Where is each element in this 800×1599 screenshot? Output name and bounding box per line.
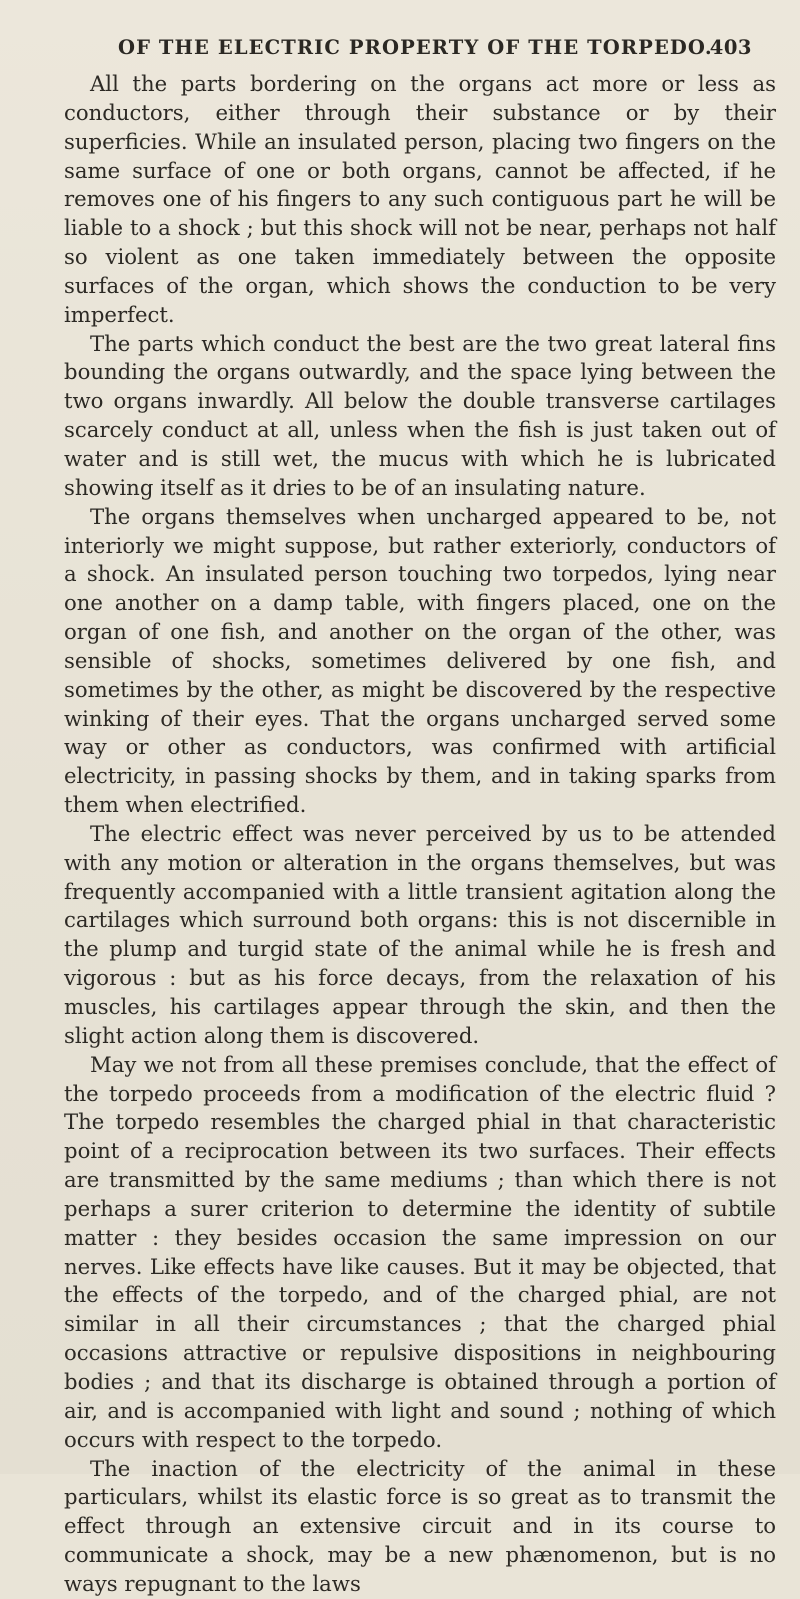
paragraph: The parts which conduct the best are the two great lateral fins bounding the organs outwardly, and the space lying between the two organs inwardly. All below the double transverse cartilages scarcely conduct at all, unless when the fish is just taken out of water and is still wet, the mucus with which he is lubricated showing itself as it dries to be of an insulating nature.	[64, 330, 776, 500]
body-text	[64, 70, 776, 1599]
paragraph: The electric effect was never perceived by us to be attended with any motion or alteration in the organs themselves, but was frequently accompanied with a little transient agitation along the cartilages which surround both organs: this is not discernible in the plump and turgid state of the animal while he is fresh and vigorous : but as his force decays, from the relaxation of his muscles, his cartilages appear through the skin, and then the slight action along them is discovered.	[64, 820, 776, 1048]
running-head	[118, 36, 772, 64]
paragraph: All the parts bordering on the organs act more or less as conductors, either through their substance or by their superficies. While an insulated person, placing two fingers on the same surface of one or both organs, cannot be affected, if he removes one of his fingers to any such contiguous part he will be liable to a shock ; but this shock will not be near, perhaps not half so violent as one taken immediately between the opposite surfaces of the organ, which shows the conduction to be very imperfect.	[64, 71, 776, 327]
paragraph: The inaction of the electricity of the animal in these particulars, whilst its elastic force is so great as to transmit the effect through an extensive circuit and in its course to communicate a shock, may be a new phænomenon, but is no ways repugnant to the laws	[64, 1455, 776, 1596]
paragraph: May we not from all these premises conclude, that the effect of the torpedo proceeds from a modification of the electric fluid ? The torpedo resembles the charged phial in that characteristic point of a reciprocation between its two surfaces. Their effects are transmitted by the same mediums ; than which there is not perhaps a surer criterion to determine the identity of subtile matter : they besides occasion the same impression on our nerves. Like effects have like causes. But it may be objected, that the effects of the torpedo, and of the charged phial, are not similar in all their circumstances ; that the charged phial occasions attractive or repulsive dispositions in neighbouring bodies ; and that its discharge is obtained through a portion of air, and is accompanied with light and sound ; nothing of which occurs with respect to the torpedo.	[64, 1051, 776, 1452]
page-number: 403	[709, 36, 752, 59]
running-title: OF THE ELECTRIC PROPERTY OF THE TORPEDO.	[118, 36, 713, 59]
paragraph: The organs themselves when uncharged appeared to be, not interiorly we might suppose, but rather exteriorly, conductors of a shock. An insulated person touching two torpedos, lying near one another on a damp table, with fingers placed, one on the organ of one fish, and another on the organ of the other, was sensible of shocks, sometimes delivered by one fish, and sometimes by the other, as might be discovered by the respective winking of their eyes. That the organs uncharged served some way or other as conductors, was confirmed with artificial electricity, in passing shocks by them, and in taking sparks from them when electrified.	[64, 503, 776, 818]
